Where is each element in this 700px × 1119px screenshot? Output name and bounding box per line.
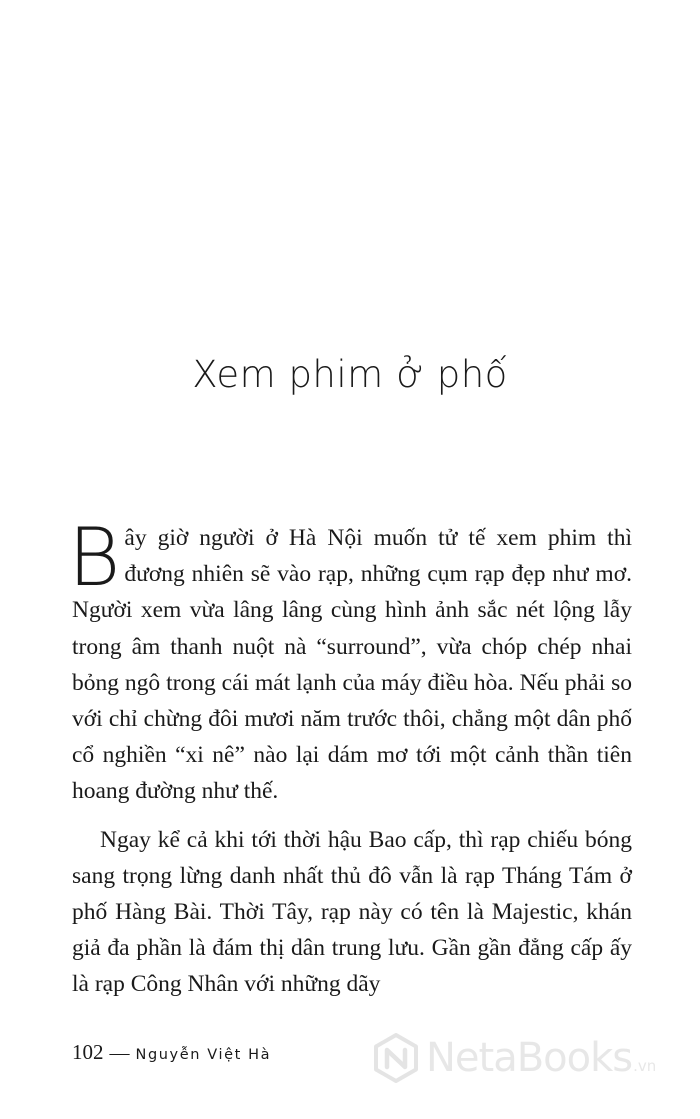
watermark-suffix: .vn (633, 1057, 657, 1075)
paragraph-1-text: ây giờ người ở Hà Nội muốn tử tế xem phim thì đương nhiên sẽ vào rạp, những cụm rạp đẹp như mơ. Người xem vừa lâng lâng cùng hình ảnh sắc nét lộng lẫy trong âm thanh nuột nà “surround”, vừa chóp chép nhai bỏng ngô trong cái mát lạnh của máy điều hòa. Nếu phải so với chỉ chừng đôi mươi năm trước thôi, chẳng một dân phố cổ nghiền “xi nê” nào lại dám mơ tới một cảnh thần tiên hoang đường như thế. (72, 525, 632, 805)
page-footer (72, 1040, 271, 1065)
author-name: Nguyễn Việt Hà (135, 1047, 272, 1063)
watermark-brand: NetaBooks (426, 1035, 633, 1081)
chapter-title: Xem phim ở phố (192, 352, 508, 396)
body-text (68, 511, 632, 1003)
page-number: 102 (72, 1040, 104, 1064)
paragraph-2: Ngay kể cả khi tới thời hậu Bao cấp, thì rạp chiếu bóng sang trọng lừng danh nhất thủ đô vẫn là rạp Tháng Tám ở phố Hàng Bài. Thời Tây, rạp này có tên là Majestic, khán giả đa phần là đám thị dân trung lưu. Gần gần đẳng cấp ấy là rạp Công Nhân với những dãy (72, 826, 632, 998)
footer-separator: — (109, 1042, 130, 1064)
watermark (370, 1032, 656, 1084)
paragraph-1 (68, 511, 632, 810)
netabooks-logo-icon (370, 1032, 422, 1084)
drop-cap: B (68, 511, 121, 604)
